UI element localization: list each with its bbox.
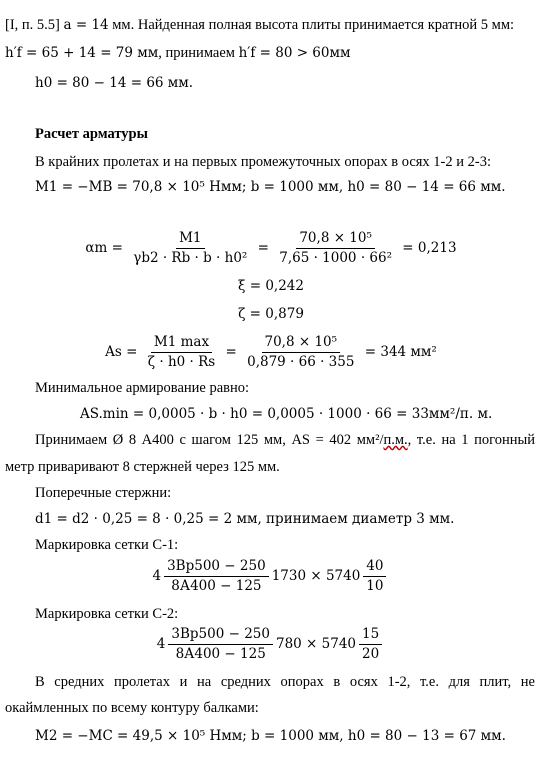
reference: [I, п. 5.5]	[5, 17, 64, 33]
fraction: $\frac{M1 \max}{\zeta \cdot h0 \cdot Rs}$	[147, 334, 216, 370]
fraction: $\frac{40}{10}$	[363, 558, 386, 595]
mesh-marking-c2: 4 $\frac{3Вр500 - 250}{8А400 - 125}$ 780 × 5740 $\frac{15}{20}$	[0, 626, 542, 663]
formula: h′f = 80 > 60мм	[238, 45, 351, 61]
spellcheck-word: п.м.	[383, 432, 408, 448]
text-line: В средних пролетах и на средних опорах в осях 1-2, т.е. для плит, не	[35, 674, 535, 690]
text-line: В крайних пролетах и на первых промежуточных опорах в осях 1-2 и 2-3:	[35, 154, 491, 170]
fraction: $\frac{M1}{\text{γb2 · Rb · b · h0²}}$	[133, 230, 248, 266]
text-line: Маркировка сетки С-1:	[35, 537, 179, 553]
formula-m2: M2 = −MC = 49,5 × 10⁵ Нмм; b = 1000 мм, h0 = 80 − 13 = 67 мм.	[35, 728, 506, 744]
section-heading	[35, 125, 148, 143]
text-line: метр приваривают 8 стержней через 125 мм.	[5, 459, 280, 475]
fraction: $\frac{15}{20}$	[359, 626, 382, 663]
formula-d: d1 = d2 · 0,25 = 8 · 0,25 = 2 мм, принимаем диаметр 3 мм.	[35, 511, 455, 527]
fraction: $\frac{\text{70,8 × 10⁵}}{\text{7,65 · 1000 · 66²}}$	[279, 230, 392, 266]
formula-as: As = $\frac{M1 \max}{\zeta \cdot h0 \cdot Rs}$ = $\frac{\text{70,8 × 10⁵}}{0,879 \cdot 66 \cdot 355}$ = 344 мм²	[105, 334, 437, 370]
fraction: $\frac{3Вр500 - 250}{8А400 - 125}$	[164, 558, 269, 595]
formula-zeta: ζ = 0,879	[238, 306, 304, 322]
text-line: Принимаем Ø 8 А400 с шагом 125 мм, AS = 402 мм²/п.м., т.е. на 1 погонный	[35, 432, 535, 448]
formula: h′f = 65 + 14 = 79 мм	[5, 45, 159, 61]
formula-h0: h0 = 80 − 14 = 66 мм.	[35, 75, 194, 91]
text-line: Поперечные стержни:	[35, 485, 172, 501]
fraction: $\frac{\text{70,8 × 10⁵}}{0,879 \cdot 66 \cdot 355}$	[247, 334, 355, 370]
formula: a = 14	[63, 17, 109, 33]
text-line	[5, 44, 350, 62]
text-line: Маркировка сетки С-2:	[35, 606, 179, 622]
formula-alpha: αm = $\frac{M1}{\text{γb2 · Rb · b · h0²}}$ = $\frac{\text{70,8 × 10⁵}}{\text{7,65 · 1000 · 66²}}$ = 0,213	[85, 230, 457, 266]
formula-xi: ξ = 0,242	[238, 278, 304, 294]
heading-text: Расчет арматуры	[35, 126, 148, 142]
formula-m1: M1 = −MB = 70,8 × 10⁵ Нмм; b = 1000 мм, h0 = 80 − 14 = 66 мм.	[35, 179, 506, 195]
fraction: $\frac{3Вр500 - 250}{8А400 - 125}$	[168, 626, 273, 663]
text: мм. Найденная полная высота плиты принимается кратной 5 мм:	[108, 17, 515, 33]
mesh-marking-c1: 4 $\frac{3Вр500 - 250}{8А400 - 125}$ 1730 × 5740 $\frac{40}{10}$	[0, 558, 542, 595]
formula-as-min: AS.min = 0,0005 · b · h0 = 0,0005 · 1000 · 66 = 33мм²/п. м.	[80, 406, 493, 422]
text-line: Минимальное армирование равно:	[35, 380, 250, 396]
formula-lhs: αm =	[85, 240, 123, 256]
text-line: окаймленных по всему контуру балками:	[5, 700, 259, 716]
formula-lhs: As =	[105, 344, 138, 360]
text-line	[5, 16, 514, 34]
text: , принимаем	[158, 45, 239, 61]
